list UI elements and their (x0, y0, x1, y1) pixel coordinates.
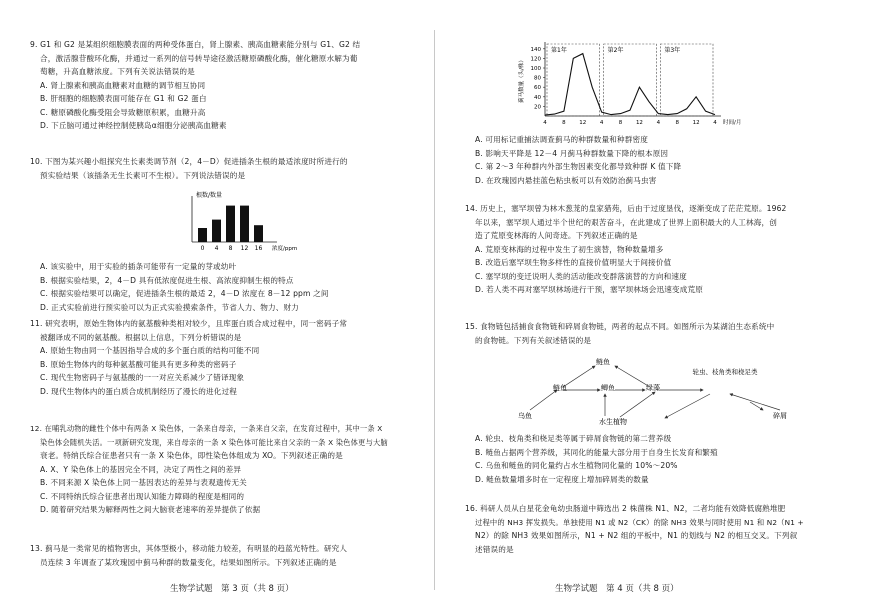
y-tick-label-40: 40 (534, 94, 541, 101)
q10-option-b: B. 根据实验结果，2，4－D 具有低浓度促进生根、高浓度抑制生根的特点 (40, 275, 294, 285)
q14-stem-3: 造了荒原变林海的人间奇迹。下列叙述正确的是 (475, 231, 638, 240)
bar-4 (212, 220, 221, 242)
q10-options (30, 260, 425, 314)
x-tick-label-4: 8 (618, 120, 623, 126)
q13-option-a: A. 可用标记重捕法调查蓟马的种群数量和种群密度 (475, 135, 648, 144)
q13-option-b: B. 影响天平降是 12－4 月蓟马种群数量下降的根本原因 (475, 148, 669, 158)
q15-stem-1: 15. 食物链包括捕食食物链和碎屑食物链，两者的起点不同。如图所示为某湖泊生态系统中 (465, 322, 775, 331)
right-footer: 生物学试题 第 4 页（共 8 页） (555, 584, 679, 594)
q10-option-d: D. 正式实验前进行预实验可以为正式实验摸索条件，节省人力、物力、财力 (40, 302, 299, 312)
q15-option-a: A. 轮虫、枝角类和桡足类等属于碎屑食物链的第二营养级 (475, 434, 672, 443)
food-web-diagram (505, 352, 805, 432)
node-silver-carp-2: 鲢鱼 (553, 384, 567, 392)
q9-stem-2: 合，激活腺苷酸环化酶，并通过一系列的信号转导途径激活糖原磷酸化酶，催化糖原水解为葡 (40, 53, 358, 63)
rooting-bar-chart (170, 190, 330, 260)
panel-label-3: 第3年 (664, 47, 681, 54)
question-9 (30, 38, 425, 133)
y-tick-label-80: 80 (534, 75, 541, 82)
q13-stem-1: 13. 蓟马是一类常见的植物害虫，其体型极小，移动能力较差，有明显的趋蓝光特性。研究人 (30, 544, 348, 553)
left-footer: 生物学试题 第 3 页（共 8 页） (170, 584, 294, 594)
q13-option-c: C. 第 2～3 年种群内外部生物因素变化都导致种群 K 值下降 (475, 162, 682, 171)
q12-option-b: B. 不同来源 X 染色体上同一基因表达的差异与表观遗传无关 (40, 478, 247, 487)
bar-tick-8: 8 (228, 245, 233, 252)
q11-option-c: C. 现代生物密码子与氨基酸的一一对应关系减少了错译现象 (40, 373, 245, 382)
q10-stem-1: 10. 下图为某兴趣小组探究生长素类调节剂（2，4－D）促进插条生根的最适浓度时所进行的 (30, 157, 348, 166)
q15-option-b: B. 鲢鱼占据两个营养级，其同化的能量大部分用于自身生长发育和繁殖 (475, 447, 718, 457)
x-tick-label-7: 8 (675, 120, 679, 126)
q12-stem-3: 衰老。特纳氏综合征患者只有一条 X 染色体，即性染色体组成为 XO。下列叙述正确的是 (40, 451, 343, 460)
x-tick-label-8: 12 (692, 120, 700, 126)
bar-12 (240, 206, 249, 242)
bar-tick-0: 0 (200, 245, 205, 252)
y-tick-label-60: 60 (534, 85, 541, 92)
q14-stem-2: 年以来，塞罕坝人通过半个世纪的艰苦奋斗，在此建成了世界上面积最大的人工林海，创 (475, 217, 778, 227)
q13-options (465, 133, 860, 187)
line-y-label: 蓟马数量（头/株） (519, 57, 525, 103)
bar-0 (198, 228, 207, 242)
y-tick-label-120: 120 (530, 56, 541, 63)
q9-option-b: B. 肝细胞的细胞膜表面可能存在 G1 和 G2 蛋白 (40, 94, 207, 103)
q14-option-c: C. 塞罕坝的变迁说明人类的活动能改变群落演替的方向和速度 (475, 271, 687, 281)
bar-tick-4: 4 (214, 245, 219, 252)
panel-box-3 (660, 44, 713, 116)
panel-label-1: 第1年 (551, 47, 567, 54)
question-10 (30, 155, 425, 182)
question-12 (30, 422, 425, 517)
right-page (435, 0, 870, 615)
line-x-label: 时间/月 (723, 120, 742, 126)
q9-option-c: C. 糖原磷酸化酶受阻会导致糖原积累，血糖升高 (40, 107, 206, 117)
node-silver-carp: 鲢鱼 (596, 358, 610, 366)
q16-stem-4: 述错误的是 (475, 544, 514, 554)
panel-box-2 (604, 44, 657, 116)
thrips-population-line (545, 54, 715, 115)
q15-option-d: D. 鲢鱼数量增多时在一定程度上增加碎屑类的数量 (475, 474, 649, 484)
bar-tick-16: 16 (254, 245, 263, 252)
q15-option-c: C. 乌鱼和鲢鱼的同化量约占水生植物同化量的 10%～20% (475, 461, 678, 470)
x-tick-label-9: 4 (713, 120, 717, 126)
q13-stem-2: 员连续 3 年调查了某玫瑰园中蓟马种群的数量变化，结果如图所示。下列叙述正确的是 (40, 557, 337, 567)
question-15 (465, 320, 860, 347)
question-13 (30, 542, 425, 569)
bar-8 (226, 206, 235, 242)
q16-stem-1: 16. 科研人员从白星花金龟幼虫肠道中筛选出 2 株菌株 N1、N2，二者均能有效降低腐熟堆肥 (465, 504, 786, 513)
q11-stem-1: 11. 研究表明，原始生物体内的氨基酸种类相对较少，且库蛋白质合成过程中，同一密码子常 (30, 319, 348, 328)
q9-option-d: D. 下丘脑可通过神经控制使胰岛α细胞分泌胰高血糖素 (40, 121, 227, 130)
node-detritus: 碎屑 (773, 412, 787, 420)
node-snakehead: 乌鱼 (518, 412, 532, 420)
node-rotifers: 轮虫、枝角类和桡足类 (692, 368, 758, 376)
q16-stem-2: 过程中的 NH3 挥发损失。单独使用 N1 或 N2（CK）的除 NH3 效果与同时使用 N1 和 N2（N1 + (475, 517, 804, 527)
x-tick-label-3: 4 (599, 120, 604, 126)
q15-options (465, 432, 860, 486)
q14-stem-1: 14. 历史上，塞罕坝曾为林木葱茏的皇家猎苑，后由于过度垦伐，逐渐变成了茫茫荒原。1962 (465, 204, 787, 213)
q12-option-a: A. X、Y 染色体上的基因完全不同，决定了两性之间的差异 (40, 464, 242, 474)
q15-stem-2: 的食物链。下列有关叙述错误的是 (475, 335, 592, 345)
y-tick-label-20: 20 (534, 104, 541, 111)
question-16 (465, 502, 860, 556)
q11-stem-2: 被翻译成不同的氨基酸。根据以上信息，下列分析错误的是 (40, 332, 242, 342)
q14-option-d: D. 若人类不再对塞罕坝林场进行干预，塞罕坝林场会迅速变成荒原 (475, 285, 703, 294)
q14-option-b: B. 改造后塞罕坝生物多样性的直接价值明显大于间接价值 (475, 258, 672, 267)
thrips-line-chart (515, 38, 745, 133)
node-aquatic-plants: 水生植物 (599, 418, 627, 426)
q9-stem-1: 9. G1 和 G2 是某组织细胞膜表面的两种受体蛋白，肾上腺素、胰高血糖素能分别与 G1、G2 结 (30, 40, 361, 49)
node-green-algae: 绿藻 (646, 384, 660, 392)
bar-y-label: 根数/数量 (196, 192, 223, 199)
panel-box-1 (547, 44, 600, 116)
x-tick-label-2: 12 (579, 120, 587, 126)
q12-option-d: D. 随着研究结果为解释两性之间大脑衰老速率的差异提供了依据 (40, 505, 261, 514)
q11-option-d: D. 现代生物体内的蛋白质合成机制经历了漫长的进化过程 (40, 386, 237, 396)
q16-stem-3: N2）的除 NH3 效果如图所示，N1 + N2 组的平板中，N1 的划线与 N2 的相互交叉。下列叙 (475, 531, 798, 540)
y-tick-label-140: 140 (530, 46, 541, 53)
q9-option-a: A. 肾上腺素和胰高血糖素对血糖的调节相互协同 (40, 80, 206, 90)
question-11 (30, 317, 425, 398)
q10-option-a: A. 该实验中，用于实验的插条可能带有一定量的芽或幼叶 (40, 262, 237, 271)
node-crucian-carp: 鲫鱼 (601, 384, 615, 392)
q12-stem-1: 12. 在哺乳动物的雌性个体中有两条 X 染色体，一条来自母亲，一条来自父亲，在发育过程中，其中一条 X (30, 424, 383, 433)
bar-tick-12: 12 (240, 245, 249, 252)
x-tick-label-1: 8 (562, 120, 566, 126)
x-tick-label-0: 4 (543, 120, 547, 126)
y-tick-label-100: 100 (530, 66, 541, 72)
bar-16 (254, 225, 263, 242)
q10-option-c: C. 根据实验结果可以确定，促进插条生根的最适 2，4－D 浓度在 8－12 ppm 之间 (40, 289, 329, 298)
question-14 (465, 202, 860, 297)
q11-option-a: A. 原始生物由同一个基因指导合成的多个蛋白质的结构可能不同 (40, 346, 260, 355)
bar-x-label: 浓度/ppm (272, 246, 298, 252)
x-tick-label-6: 4 (656, 120, 661, 126)
q12-stem-2: 染色体会随机失活。一项新研究发现，来自母亲的一条 X 染色体可能比来自父亲的一条 X 染色体更与大脑 (40, 437, 388, 447)
q14-option-a: A. 荒原变林海的过程中发生了初生演替，物种数量增多 (475, 244, 664, 254)
q11-option-b: B. 原始生物体内的每种氨基酸可能具有更多种类的密码子 (40, 359, 237, 369)
q10-stem-2: 预实验结果（该插条无生长素可不生根）。下列说法错误的是 (40, 170, 246, 180)
panel-label-2: 第2年 (607, 47, 624, 54)
q12-option-c: C. 不同特纳氏综合征患者出现认知能力障碍的程度是相同的 (40, 491, 245, 501)
q13-option-d: D. 在玫瑰园内悬挂蓝色粘虫板可以有效防治蓟马虫害 (475, 175, 657, 185)
q9-stem-3: 萄糖，升高血糖浓度。下列有关说法错误的是 (40, 67, 195, 76)
x-tick-label-5: 12 (635, 120, 643, 126)
